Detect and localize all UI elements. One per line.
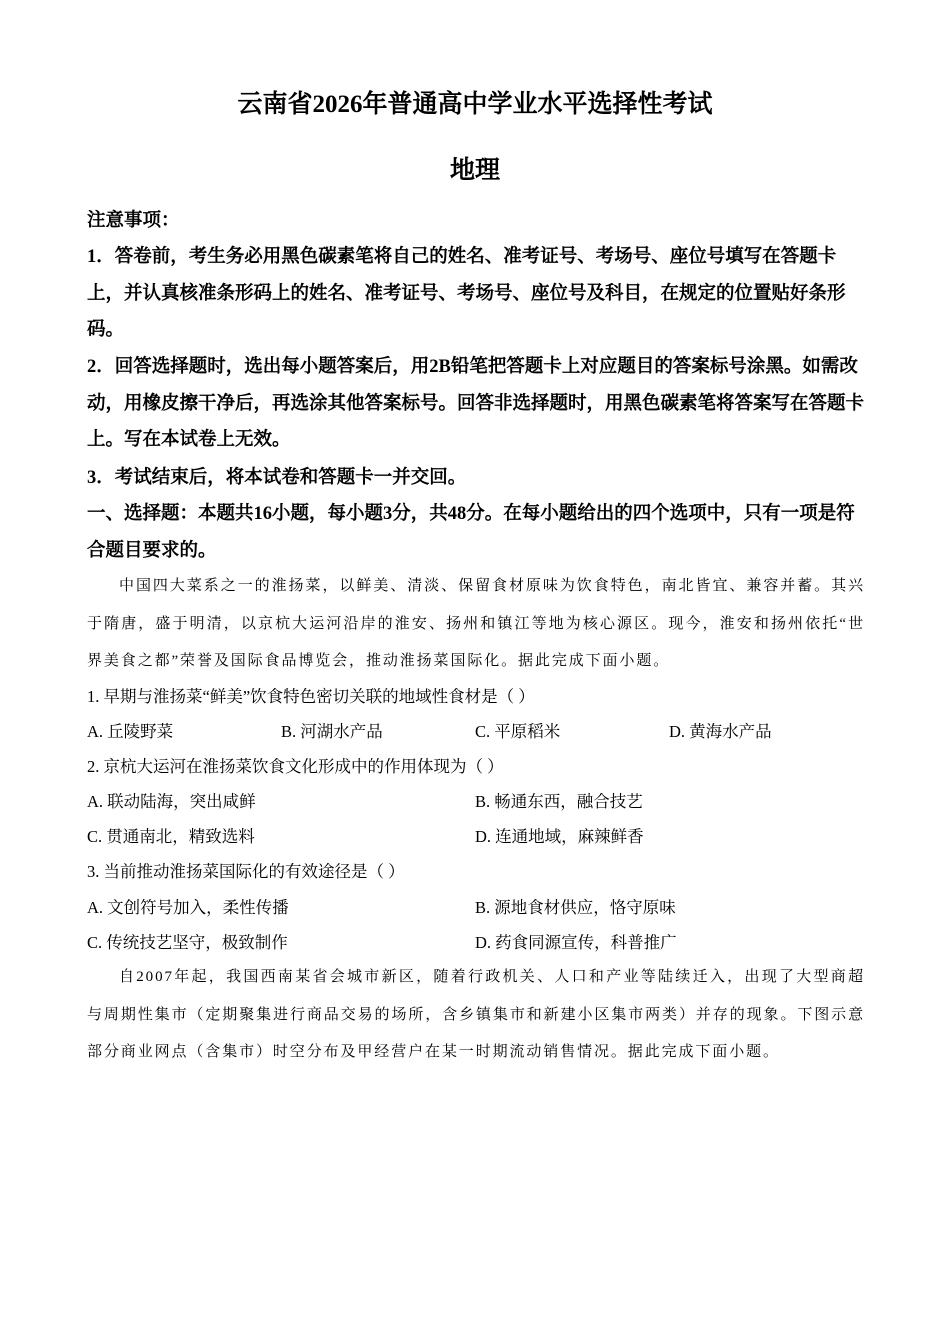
answer-option: D. 连通地域，麻辣鲜香 <box>475 827 644 846</box>
subject-title: 地理 <box>449 157 500 184</box>
question-stem: 2. 京杭大运河在淮扬菜饮食文化形成中的作用体现为（ ） <box>87 757 504 776</box>
notice-item: 3．考试结束后，将本试卷和答题卡一并交回。 <box>87 468 467 488</box>
answer-option: C. 贯通南北，精致选料 <box>87 827 255 846</box>
answer-option: A. 丘陵野菜 <box>87 722 174 741</box>
answer-option: C. 平原稻米 <box>475 722 561 741</box>
question-stem: 1. 早期与淮扬菜“鲜美”饮食特色密切关联的地域性食材是（ ） <box>87 687 535 706</box>
notice-heading: 注意事项： <box>87 211 180 231</box>
answer-option: A. 文创符号加入，柔性传播 <box>87 898 289 917</box>
answer-option: B. 河湖水产品 <box>281 722 383 741</box>
exam-title: 云南省2026年普通高中学业水平选择性考试 <box>237 91 713 118</box>
answer-option: D. 黄海水产品 <box>669 722 772 741</box>
answer-option: B. 源地食材供应，恪守原味 <box>475 898 676 917</box>
notice-item: 1．答卷前，考生务必用黑色碳素笔将自己的姓名、准考证号、考场号、座位号填写在答题卡上，并认真核准条形码上的姓名、准考证号、考场号、座位号及科目，在规定的位置贴好条形码。 <box>87 247 846 340</box>
section-heading: 一、选择题：本题共16小题，每小题3分，共48分。在每小题给出的四个选项中，只有一项是符合题目要求的。 <box>87 504 855 561</box>
answer-option: B. 畅通东西，融合技艺 <box>475 792 643 811</box>
reading-passage: 中国四大菜系之一的淮扬菜，以鲜美、清淡、保留食材原味为饮食特色，南北皆宜、兼容并蓄。其兴于隋唐，盛于明清，以京杭大运河沿岸的淮安、扬州和镇江等地为核心源区。现今，淮安和扬州依托“世界美食之都”荣誉及国际食品博览会，推动淮扬菜国际化。据此完成下面小题。 <box>87 578 865 669</box>
answer-option: D. 药食同源宣传，科普推广 <box>475 933 677 952</box>
answer-option: C. 传统技艺坚守，极致制作 <box>87 933 288 952</box>
notice-item: 2．回答选择题时，选出每小题答案后，用2B铅笔把答题卡上对应题目的答案标号涂黑。如需改动，用橡皮擦干净后，再选涂其他答案标号。回答非选择题时，用黑色碳素笔将答案写在答题卡上。写在本试卷上无效。 <box>87 357 865 450</box>
answer-option: A. 联动陆海，突出咸鲜 <box>87 792 256 811</box>
question-stem: 3. 当前推动淮扬菜国际化的有效途径是（ ） <box>87 862 405 881</box>
reading-passage: 自2007年起，我国西南某省会城市新区，随着行政机关、人口和产业等陆续迁入，出现了大型商超与周期性集市（定期聚集进行商品交易的场所，含乡镇集市和新建小区集市两类）并存的现象。下图示意部分商业网点（含集市）时空分布及甲经营户在某一时期流动销售情况。据此完成下面小题。 <box>87 969 865 1060</box>
